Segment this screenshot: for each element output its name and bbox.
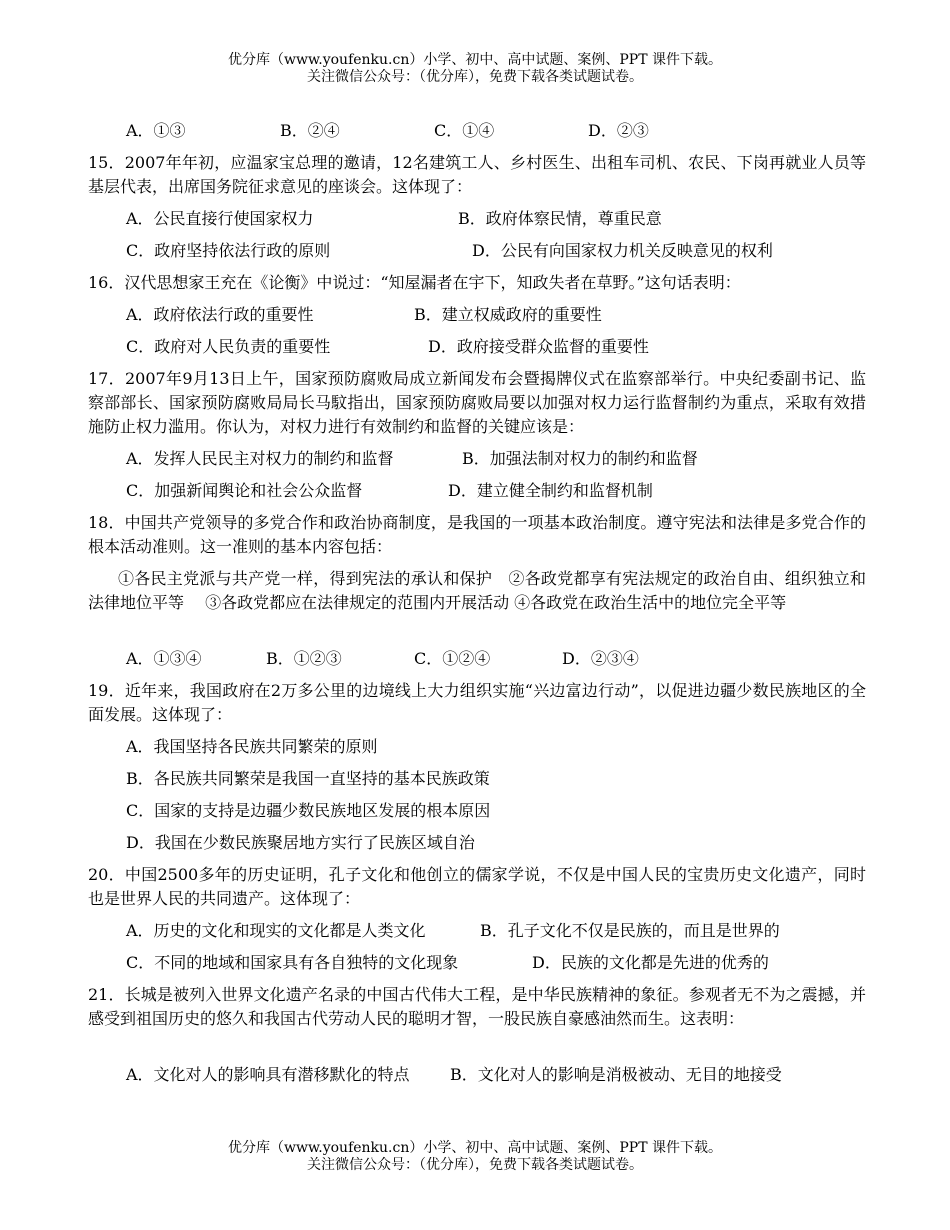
q15-option-d: D．公民有向国家权力机关反映意见的权利 [472, 241, 773, 260]
q19-option-a: A．我国坚持各民族共同繁荣的原则 [126, 737, 378, 756]
q19-stem: 19．近年来，我国政府在2万多公里的边境线上大力组织实施“兴边富边行动”，以促进边疆少数民族地区的全面发展。这体现了： [88, 681, 866, 724]
q21-option-b: B．文化对人的影响是消极被动、无目的地接受 [450, 1065, 782, 1084]
q19-option-c: C．国家的支持是边疆少数民族地区发展的根本原因 [126, 801, 491, 820]
q21-stem: 21．长城是被列入世界文化遗产名录的中国古代伟大工程，是中华民族精神的象征。参观者无不为之震撼，并感受到祖国历史的悠久和我国古代劳动人民的聪明才智，一股民族自豪感油然而生。这表明： [88, 985, 866, 1028]
q21-option-a: A．文化对人的影响具有潜移默化的特点 [126, 1065, 410, 1084]
q16-option-d: D．政府接受群众监督的重要性 [428, 337, 649, 356]
q15-stem: 15．2007年年初，应温家宝总理的邀请，12名建筑工人、乡村医生、出租车司机、农民、下岗再就业人员等基层代表，出席国务院征求意见的座谈会。这体现了： [88, 153, 866, 196]
q16-stem: 16．汉代思想家王充在《论衡》中说过：“知屋漏者在宇下，知政失者在草野。”这句话表明： [88, 273, 741, 292]
q14-option-d: D．②③ [588, 121, 649, 140]
footer-line-1: 优分库（www.youfenku.cn）小学、初中、高中试题、案例、PPT 课件下载。 [227, 1140, 722, 1156]
q18-option-a: A．①③④ [126, 649, 202, 668]
q18-option-d: D．②③④ [562, 649, 639, 668]
q14-option-a: A．①③ [126, 121, 186, 140]
header-line-2: 关注微信公众号：（优分库），免费下载各类试题试卷。 [307, 69, 643, 85]
header-line-1: 优分库（www.youfenku.cn）小学、初中、高中试题、案例、PPT 课件下载。 [227, 52, 722, 68]
q15-option-a: A．公民直接行使国家权力 [126, 209, 314, 228]
q14-option-c: C．①④ [434, 121, 495, 140]
q20-option-a: A．历史的文化和现实的文化都是人类文化 [126, 921, 426, 940]
q14-option-b: B．②④ [280, 121, 340, 140]
page-header [0, 52, 950, 86]
q15-option-c: C．政府坚持依法行政的原则 [126, 241, 331, 260]
q19-option-d: D．我国在少数民族聚居地方实行了民族区域自治 [126, 833, 475, 852]
q19-option-b: B．各民族共同繁荣是我国一直坚持的基本民族政策 [126, 769, 490, 788]
q20-option-d: D．民族的文化都是先进的优秀的 [532, 953, 769, 972]
q17-option-d: D．建立健全制约和监督机制 [448, 481, 653, 500]
q17-option-a: A．发挥人民民主对权力的制约和监督 [126, 449, 394, 468]
page-footer [0, 1140, 950, 1174]
q16-option-c: C．政府对人民负责的重要性 [126, 337, 331, 356]
q18-option-b: B．①②③ [266, 649, 342, 668]
q16-option-a: A．政府依法行政的重要性 [126, 305, 314, 324]
footer-line-2: 关注微信公众号：（优分库），免费下载各类试题试卷。 [307, 1157, 643, 1173]
q20-stem: 20．中国2500多年的历史证明，孔子文化和他创立的儒家学说，不仅是中国人民的宝贵历史文化遗产，同时也是世界人民的共同遗产。这体现了： [88, 865, 866, 908]
q17-option-b: B．加强法制对权力的制约和监督 [462, 449, 698, 468]
q20-option-b: B．孔子文化不仅是民族的，而且是世界的 [480, 921, 780, 940]
q17-stem: 17．2007年9月13日上午，国家预防腐败局成立新闻发布会暨揭牌仪式在监察部举行。中央纪委副书记、监察部部长、国家预防腐败局局长马馼指出，国家预防腐败局要以加强对权力运行监督制约为重点，采取有效措施防止权力滥用。你认为，对权力进行有效制约和监督的关键应该是： [88, 369, 866, 436]
q18-statements: ①各民主党派与共产党一样，得到宪法的承认和保护 ②各政党都享有宪法规定的政治自由、组织独立和法律地位平等 ③各政党都应在法律规定的范围内开展活动 ④各政党在政治生活中的地位完全平等 [88, 569, 866, 612]
q15-option-b: B．政府体察民情，尊重民意 [458, 209, 662, 228]
q20-option-c: C．不同的地域和国家具有各自独特的文化现象 [126, 953, 459, 972]
q16-option-b: B．建立权威政府的重要性 [414, 305, 602, 324]
q18-stem: 18．中国共产党领导的多党合作和政治协商制度，是我国的一项基本政治制度。遵守宪法和法律是多党合作的根本活动准则。这一准则的基本内容包括： [88, 513, 866, 556]
q17-option-c: C．加强新闻舆论和社会公众监督 [126, 481, 363, 500]
q18-option-c: C．①②④ [414, 649, 491, 668]
